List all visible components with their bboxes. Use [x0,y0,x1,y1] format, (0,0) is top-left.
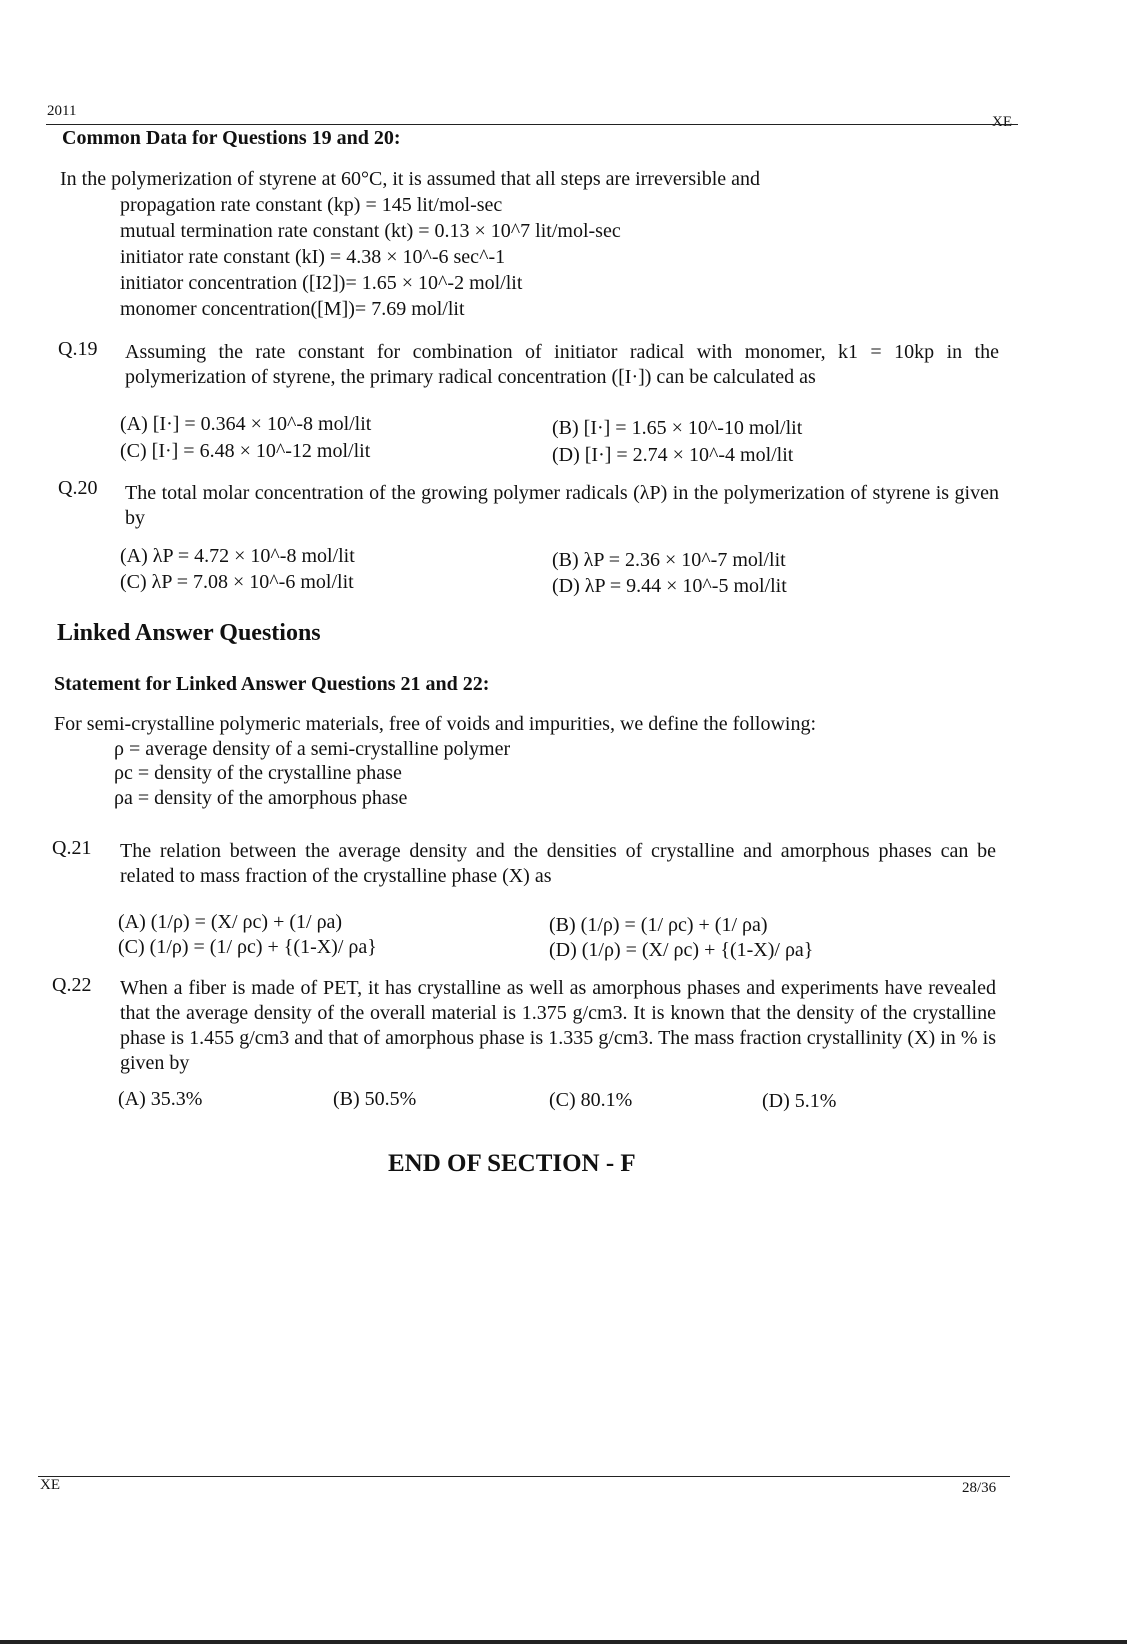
q20-option-d: (D) λP = 9.44 × 10^-5 mol/lit [552,575,787,597]
q19-option-c: (C) [I·] = 6.48 × 10^-12 mol/lit [120,440,371,462]
footer-rule [38,1476,1010,1477]
header-paper-code: XE [992,114,1012,130]
q20-option-a: (A) λP = 4.72 × 10^-8 mol/lit [120,545,355,567]
q21-option-b: (B) (1/ρ) = (1/ ρc) + (1/ ρa) [549,914,768,936]
common-data-line-m: monomer concentration([M])= 7.69 mol/lit [120,298,465,320]
q21-option-c: (C) (1/ρ) = (1/ ρc) + {(1-X)/ ρa} [118,936,377,958]
header-rule [46,124,1018,125]
linked-heading: Linked Answer Questions [57,620,321,646]
q19-option-a: (A) [I·] = 0.364 × 10^-8 mol/lit [120,413,372,435]
q21-option-a: (A) (1/ρ) = (X/ ρc) + (1/ ρa) [118,911,343,933]
definition-crystalline-density: ρc = density of the crystalline phase [114,762,402,784]
q20-option-c: (C) λP = 7.08 × 10^-6 mol/lit [120,571,354,593]
linked-statement-title: Statement for Linked Answer Questions 21 and 22: [54,673,490,695]
definition-amorphous-density: ρa = density of the amorphous phase [114,787,408,809]
q19-option-d: (D) [I·] = 2.74 × 10^-4 mol/lit [552,444,794,466]
common-data-line-kp: propagation rate constant (kp) = 145 lit/mol-sec [120,194,503,216]
q21-number: Q.21 [52,837,92,859]
q19-number: Q.19 [58,338,98,360]
q21-text: The relation between the average density and the densities of crystalline and amorphous phases can be related to mass fraction of the crystalline phase (X) as [120,840,996,887]
definition-average-density: ρ = average density of a semi-crystalline polymer [114,738,511,760]
common-data-line-kt: mutual termination rate constant (kt) = 0.13 × 10^7 lit/mol-sec [120,220,621,242]
footer-paper-code: XE [40,1477,60,1493]
q22-option-d: (D) 5.1% [762,1090,837,1112]
q20-option-b: (B) λP = 2.36 × 10^-7 mol/lit [552,549,786,571]
scan-edge-bar [0,1640,1127,1644]
q20-text: The total molar concentration of the growing polymer radicals (λP) in the polymerization of styrene is given by [125,482,999,529]
q22-option-b: (B) 50.5% [333,1088,417,1110]
q22-option-a: (A) 35.3% [118,1088,203,1110]
common-data-intro: In the polymerization of styrene at 60°C, it is assumed that all steps are irreversible and [60,168,761,190]
q22-number: Q.22 [52,974,92,996]
q20-number: Q.20 [58,477,98,499]
common-data-line-i2: initiator concentration ([I2])= 1.65 × 10^-2 mol/lit [120,272,523,294]
common-data-title: Common Data for Questions 19 and 20: [62,127,401,149]
q19-option-b: (B) [I·] = 1.65 × 10^-10 mol/lit [552,417,803,439]
q19-text: Assuming the rate constant for combination of initiator radical with monomer, k1 = 10kp in the polymerization of styrene, the primary radical concentration ([I·]) can be calculated as [125,341,999,388]
page-number: 28/36 [962,1480,997,1496]
q22-text: When a fiber is made of PET, it has crystalline as well as amorphous phases and experiments have revealed that the average density of the overall material is 1.375 g/cm3. It is known that the density of the crystalline phase is 1.455 g/cm3 and that of amorphous phase is 1.335 g/cm3. The mass fraction crystallinity (X) in % is given by [120,977,996,1074]
linked-intro: For semi-crystalline polymeric materials, free of voids and impurities, we define the following: [54,713,817,735]
common-data-line-ki: initiator rate constant (kI) = 4.38 × 10^-6 sec^-1 [120,246,506,268]
q22-option-c: (C) 80.1% [549,1089,633,1111]
end-of-section: END OF SECTION - F [388,1150,636,1177]
header-year: 2011 [47,103,77,119]
q21-option-d: (D) (1/ρ) = (X/ ρc) + {(1-X)/ ρa} [549,939,814,961]
